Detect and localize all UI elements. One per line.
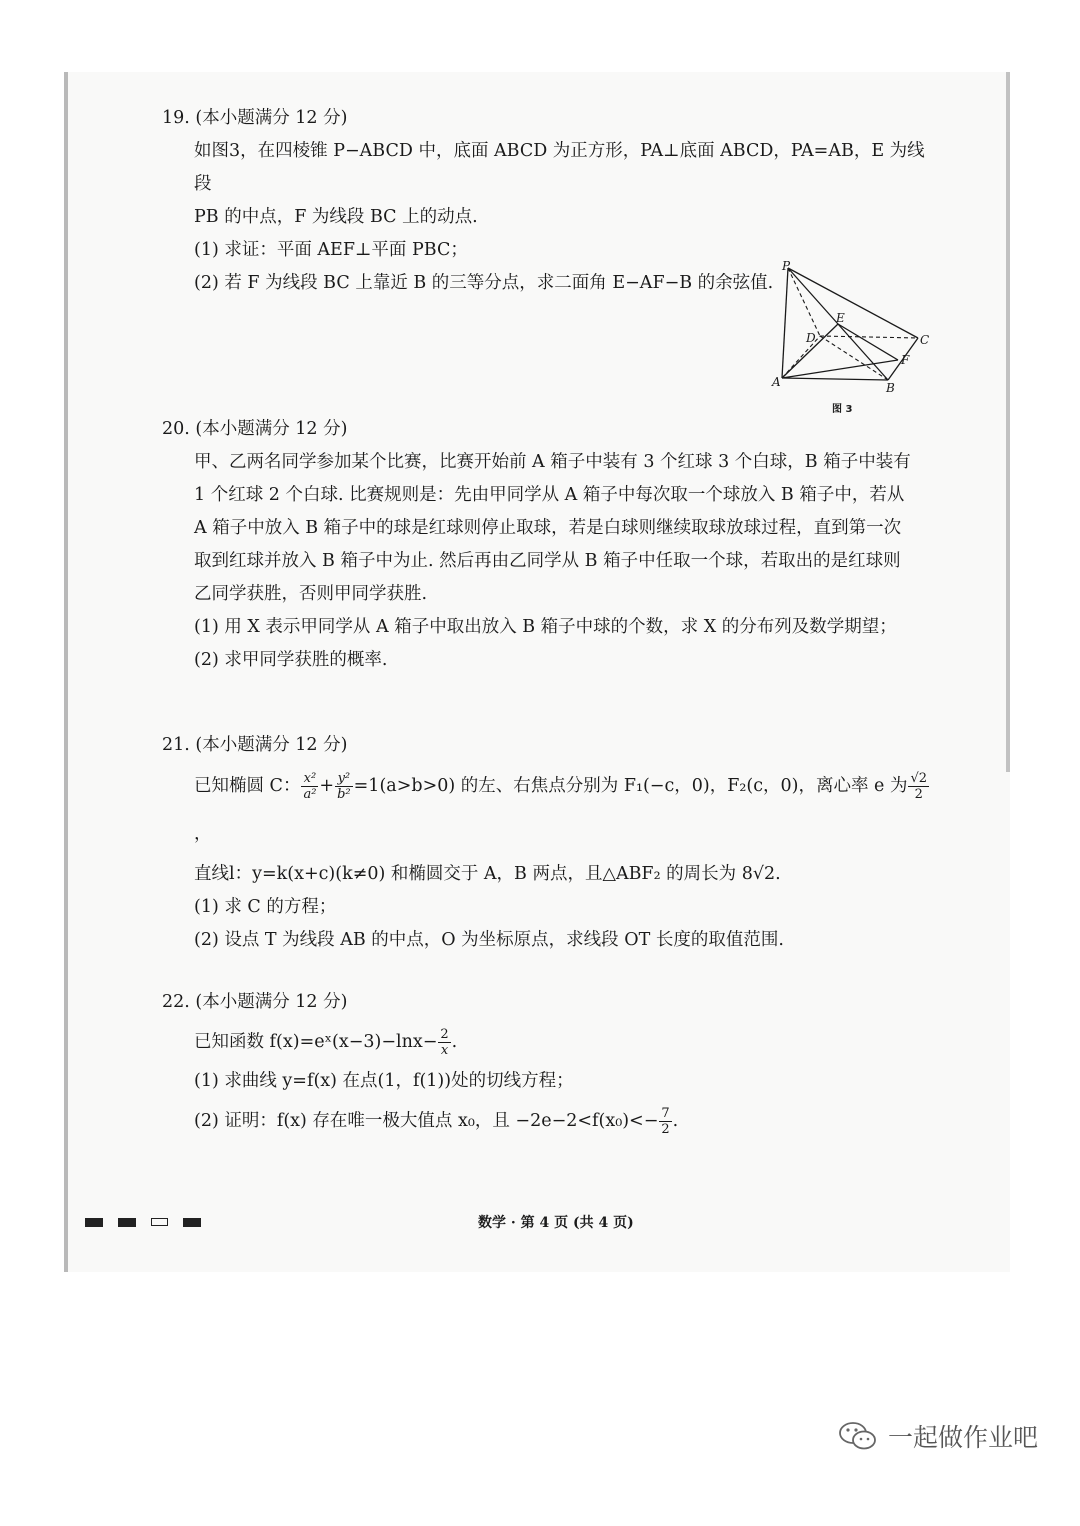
vertex-label-f: F	[901, 353, 910, 367]
page-edge-left	[64, 72, 68, 1272]
question-20-line: 取到红球并放入 B 箱子中为止. 然后再由乙同学从 B 箱子中任取一个球，若取出的是红球则	[194, 551, 901, 571]
page-edge-right	[1006, 72, 1010, 772]
filled-square-icon	[85, 1218, 103, 1227]
question-21-part-2: (2) 设点 T 为线段 AB 的中点，O 为坐标原点，求线段 OT 长度的取值范围.	[194, 930, 784, 950]
question-19-part-2: (2) 若 F 为线段 BC 上靠近 B 的三等分点，求二面角 E−AF−B 的余弦值.	[194, 273, 774, 293]
question-22-header: 22. (本小题满分 12 分)	[162, 992, 348, 1012]
hollow-square-icon	[151, 1218, 168, 1226]
question-21-line-1	[194, 762, 942, 858]
function-definition-text: 已知函数 f(x)=eˣ(x−3)−lnx−	[194, 1032, 438, 1052]
question-19-line: PB 的中点，F 为线段 BC 上的动点.	[194, 207, 478, 227]
question-20-part-2: (2) 求甲同学获胜的概率.	[194, 650, 388, 670]
pyramid-figure	[770, 258, 940, 418]
proof-statement-text: (2) 证明：f(x) 存在唯一极大值点 x₀，且 −2e−2<f(x₀)<−	[194, 1111, 659, 1131]
vertex-label-d: D	[806, 331, 816, 345]
vertex-label-c: C	[920, 333, 930, 347]
question-19-header: 19. (本小题满分 12 分)	[162, 108, 348, 128]
question-22-part-2	[194, 1098, 942, 1144]
watermark-text: 一起做作业吧	[888, 1423, 1039, 1452]
period: .	[672, 1111, 679, 1131]
question-19-line: 如图3，在四棱锥 P−ABCD 中，底面 ABCD 为正方形，PA⊥底面 ABCD，PA=AB，E 为线段	[194, 141, 925, 194]
question-22	[162, 986, 942, 1144]
filled-square-icon	[183, 1218, 201, 1227]
question-20-part-1: (1) 用 X 表示甲同学从 A 箱子中取出放入 B 箱子中球的个数，求 X 的分布列及数学期望；	[194, 617, 897, 637]
fraction-2-over-x: $\frac{2}{x}$	[440, 1027, 449, 1058]
vertex-label-b: B	[886, 381, 895, 395]
question-20-line: 乙同学获胜，否则甲同学获胜.	[194, 584, 428, 604]
question-21-part-1: (1) 求 C 的方程；	[194, 897, 337, 917]
footer-marks	[85, 1218, 201, 1227]
vertex-label-a: A	[772, 375, 781, 389]
comma: ，	[194, 824, 212, 844]
fraction-eccentricity: $\frac{√2}{2}$	[910, 771, 928, 802]
question-21	[162, 729, 942, 957]
question-20	[162, 413, 942, 677]
ellipse-condition-text: =1(a>b>0) 的左、右焦点分别为 F₁(−c，0)，F₂(c，0)，离心率 e 为	[353, 776, 908, 796]
watermark	[838, 1418, 1038, 1454]
question-22-part-1: (1) 求曲线 y=f(x) 在点(1，f(1))处的切线方程；	[194, 1071, 574, 1091]
vertex-label-e: E	[836, 311, 845, 325]
question-19-part-1: (1) 求证：平面 AEF⊥平面 PBC；	[194, 240, 468, 260]
question-20-line: 甲、乙两名同学参加某个比赛，比赛开始前 A 箱子中装有 3 个红球 3 个白球，B 箱子中装有	[194, 452, 911, 472]
fraction-7-over-2: $\frac{7}{2}$	[661, 1106, 670, 1137]
vertex-label-p: P	[782, 259, 791, 273]
figure-caption: 图 3	[832, 404, 853, 415]
question-20-line: 1 个红球 2 个白球. 比赛规则是：先由甲同学从 A 箱子中每次取一个球放入 B 箱子中，若从	[194, 485, 905, 505]
question-21-line-2: 直线l：y=k(x+c)(k≠0) 和椭圆交于 A，B 两点，且△ABF₂ 的周长为 8√2.	[194, 864, 781, 884]
filled-square-icon	[118, 1218, 136, 1227]
fraction-x2-a2: $\frac{\text{x²}}{\text{a²}}$	[303, 771, 317, 802]
question-20-line: A 箱子中放入 B 箱子中的球是红球则停止取球，若是白球则继续取球放球过程，直到第一次	[194, 518, 902, 538]
ellipse-intro-text: 已知椭圆 C：	[194, 776, 301, 796]
plus-sign: +	[319, 776, 335, 796]
fraction-y2-b2: $\frac{\text{y²}}{\text{b²}}$	[337, 771, 351, 802]
page-footer: 数学 · 第 4 页 (共 4 页)	[478, 1215, 634, 1231]
question-20-header: 20. (本小题满分 12 分)	[162, 419, 348, 439]
wechat-icon	[838, 1419, 878, 1453]
period: .	[451, 1032, 458, 1052]
question-21-header: 21. (本小题满分 12 分)	[162, 735, 348, 755]
question-22-line-1	[194, 1019, 942, 1065]
